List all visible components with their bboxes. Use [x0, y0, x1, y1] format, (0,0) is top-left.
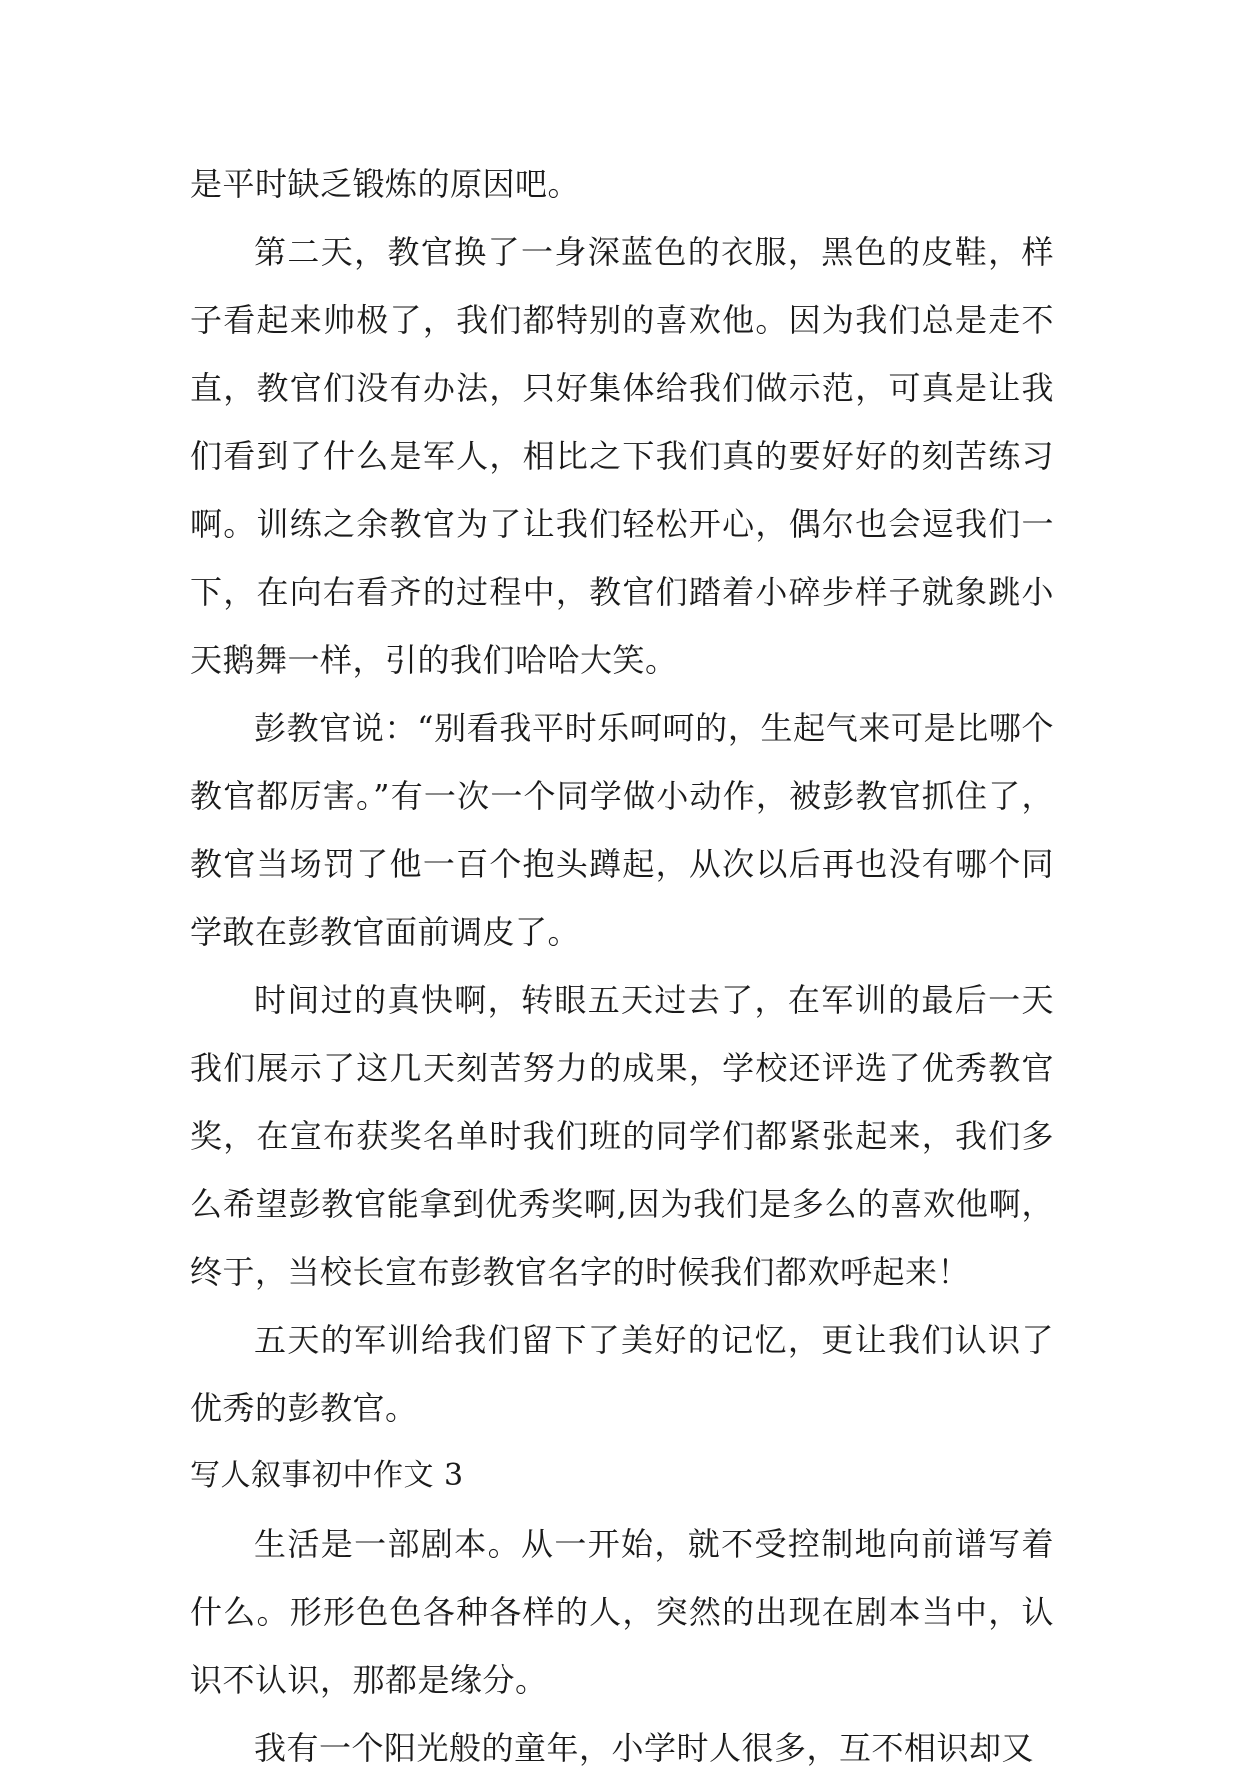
paragraph-peng-quote: 彭教官说：“别看我平时乐呵呵的，生起气来可是比哪个教官都厉害。”有一次一个同学做小动作，被彭教官抓住了，教官当场罚了他一百个抱头蹲起，从次以后再也没有哪个同学敢在彭教官面前调皮了。	[190, 709, 1054, 951]
paragraph-memory: 五天的军训给我们留下了美好的记忆，更让我们认识了优秀的彭教官。	[190, 1321, 1054, 1427]
paragraph-final-day: 时间过的真快啊，转眼五天过去了，在军训的最后一天我们展示了这几天刻苦努力的成果，学校还评选了优秀教官奖，在宣布获奖名单时我们班的同学们都紧张起来，我们多么希望彭教官能拿到优秀奖啊,因为我们是多么的喜欢他啊，终于，当校长宣布彭教官名字的时候我们都欢呼起来！	[190, 981, 1054, 1291]
paragraph-continuation: 是平时缺乏锻炼的原因吧。	[190, 165, 581, 203]
paragraph-childhood: 我有一个阳光般的童年，小学时人很多，互不相识却又	[254, 1729, 1035, 1767]
paragraph-second-day: 第二天，教官换了一身深蓝色的衣服，黑色的皮鞋，样子看起来帅极了，我们都特别的喜欢他。因为我们总是走不直，教官们没有办法，只好集体给我们做示范，可真是让我们看到了什么是军人，相比之下我们真的要好好的刻苦练习啊。训练之余教官为了让我们轻松开心，偶尔也会逗我们一下，在向右看齐的过程中，教官们踏着小碎步样子就象跳小天鹅舞一样，引的我们哈哈大笑。	[190, 233, 1054, 679]
document-body	[190, 150, 1054, 1782]
essay-heading: 写人叙事初中作文 3	[190, 1458, 464, 1493]
paragraph-life-script: 生活是一部剧本。从一开始，就不受控制地向前谱写着什么。形形色色各种各样的人，突然的出现在剧本当中，认识不认识，那都是缘分。	[190, 1525, 1054, 1699]
